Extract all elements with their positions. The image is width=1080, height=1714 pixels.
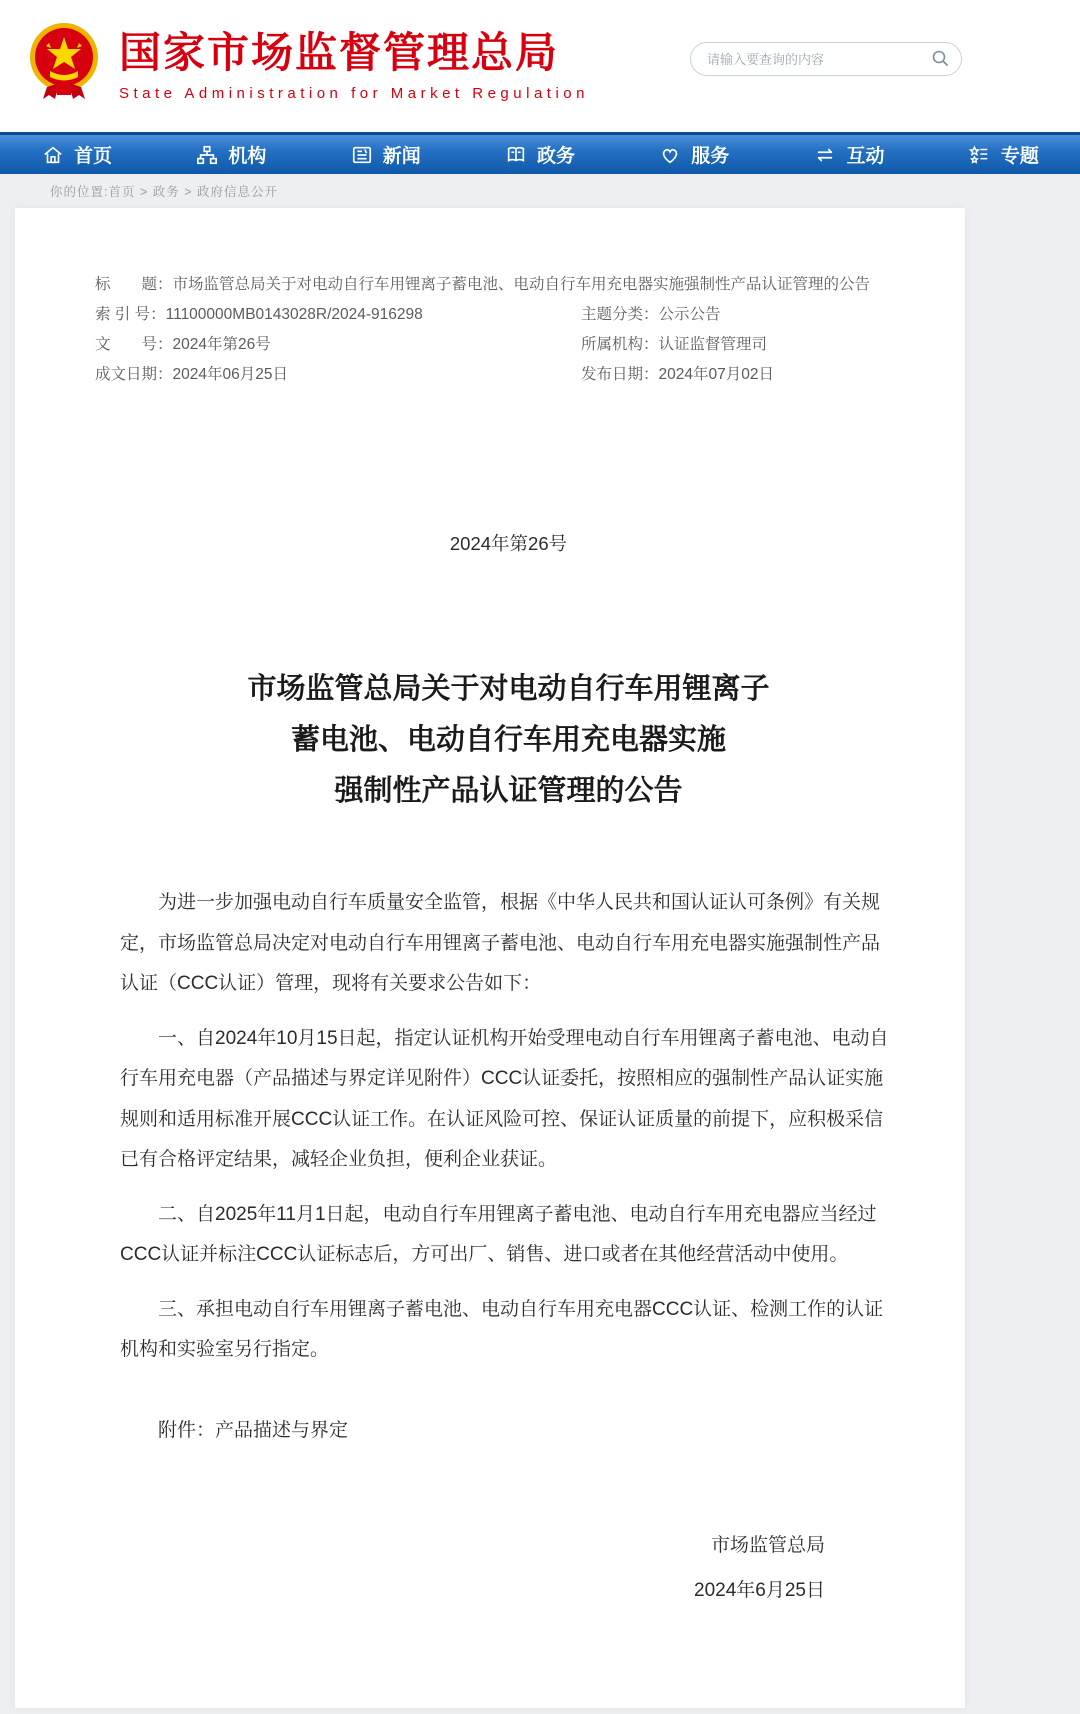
home-icon [42, 144, 64, 166]
nav-item-topics[interactable] [926, 135, 1080, 174]
meta-index-value: 11100000MB0143028R/2024-916298 [165, 306, 423, 323]
nav-item-gov[interactable] [463, 135, 617, 174]
document-title-line1: 市场监管总局关于对电动自行车用锂离子 [247, 673, 770, 705]
topics-star-list-icon [967, 144, 991, 166]
org-chart-icon [196, 144, 218, 166]
breadcrumb [0, 174, 1080, 208]
meta-category-label: 主题分类： [581, 306, 659, 323]
meta-agency-value: 认证监督管理司 [658, 336, 768, 353]
meta-row-title [95, 270, 905, 300]
document-meta [15, 270, 965, 390]
search-icon [931, 49, 949, 70]
meta-category-value: 公示公告 [658, 306, 721, 323]
attachment-line[interactable]: 附件：产品描述与界定 [158, 1419, 349, 1441]
signature-date: 2024年6月25日 [694, 1580, 825, 1601]
paragraph-item-1: 一、自2024年10月15日起，指定认证机构开始受理电动自行车用锂离子蓄电池、电动自行车用充电器（产品描述与界定详见附件）CCC认证委托，按照相应的强制性产品认证实施规则和适用标准开展CCC认证工作。在认证风险可控、保证认证质量的前提下，应积极采信已有合格评定结果，减轻企业负担，便利企业获证。 [120, 1027, 889, 1170]
meta-publish-date-label: 发布日期： [581, 366, 659, 383]
announcement-document [15, 530, 965, 1613]
national-emblem-icon [25, 21, 103, 112]
newspaper-icon [351, 144, 373, 166]
nav-item-news[interactable] [309, 135, 463, 174]
meta-row-dates [95, 360, 905, 390]
gov-affairs-icon [505, 144, 527, 166]
paragraph-item-3: 三、承担电动自行车用锂离子蓄电池、电动自行车用充电器CCC认证、检测工作的认证机构和实验室另行指定。 [120, 1298, 884, 1360]
site-subtitle: State Administration for Market Regulation [119, 84, 589, 102]
nav-label: 服务 [691, 146, 730, 167]
meta-title-label: 标 题： [95, 276, 173, 293]
meta-row-index [95, 300, 905, 330]
meta-written-date-label: 成文日期： [95, 366, 173, 383]
document-body [120, 883, 897, 1451]
nav-label: 政务 [536, 146, 575, 167]
site-brand [119, 30, 589, 101]
document-number: 2024年第26号 [449, 533, 568, 554]
main-nav [0, 132, 1080, 174]
exchange-arrows-icon [813, 144, 837, 166]
nav-label: 首页 [74, 146, 113, 167]
paragraph-intro: 为进一步加强电动自行车质量安全监管，根据《中华人民共和国认证认可条例》有关规定，市场监管总局决定对电动自行车用锂离子蓄电池、电动自行车用充电器实施强制性产品认证（CCC认证）管理，现将有关要求公告如下： [120, 892, 881, 994]
paragraph-item-2: 二、自2025年11月1日起，电动自行车用锂离子蓄电池、电动自行车用充电器应当经过CCC认证并标注CCC认证标志后，方可出厂、销售、进口或者在其他经营活动中使用。 [120, 1203, 877, 1265]
nav-label: 专题 [1000, 146, 1039, 167]
meta-docnum-value: 2024年第26号 [172, 336, 271, 353]
nav-label: 互动 [846, 146, 885, 167]
nav-item-org[interactable] [154, 135, 308, 174]
site-header [0, 0, 1080, 132]
search-input[interactable] [707, 52, 931, 67]
meta-agency-label: 所属机构： [581, 336, 659, 353]
signature-block [120, 1523, 897, 1613]
announcement-card [15, 208, 965, 1708]
signature-org: 市场监管总局 [710, 1535, 825, 1556]
heart-icon [659, 144, 681, 166]
document-title-line2: 蓄电池、电动自行车用充电器实施 [290, 724, 726, 756]
site-title: 国家市场监督管理总局 [119, 29, 560, 77]
meta-publish-date-value: 2024年07月02日 [658, 366, 774, 383]
meta-index-label: 索 引 号： [95, 306, 166, 323]
nav-item-home[interactable] [0, 135, 154, 174]
meta-row-docnum [95, 330, 905, 360]
nav-label: 机构 [228, 146, 267, 167]
nav-item-services[interactable] [617, 135, 771, 174]
nav-item-interact[interactable] [771, 135, 925, 174]
search-button[interactable] [931, 49, 949, 70]
meta-docnum-label: 文 号： [95, 336, 173, 353]
document-title [120, 664, 897, 817]
meta-title-value: 市场监管总局关于对电动自行车用锂离子蓄电池、电动自行车用充电器实施强制性产品认证管理的公告 [172, 276, 871, 293]
nav-label: 新闻 [382, 146, 421, 167]
breadcrumb-text[interactable]: 你的位置:首页 > 政务 > 政府信息公开 [50, 185, 278, 199]
document-title-line3: 强制性产品认证管理的公告 [334, 775, 683, 807]
search-box[interactable] [690, 42, 962, 76]
meta-written-date-value: 2024年06月25日 [172, 366, 288, 383]
